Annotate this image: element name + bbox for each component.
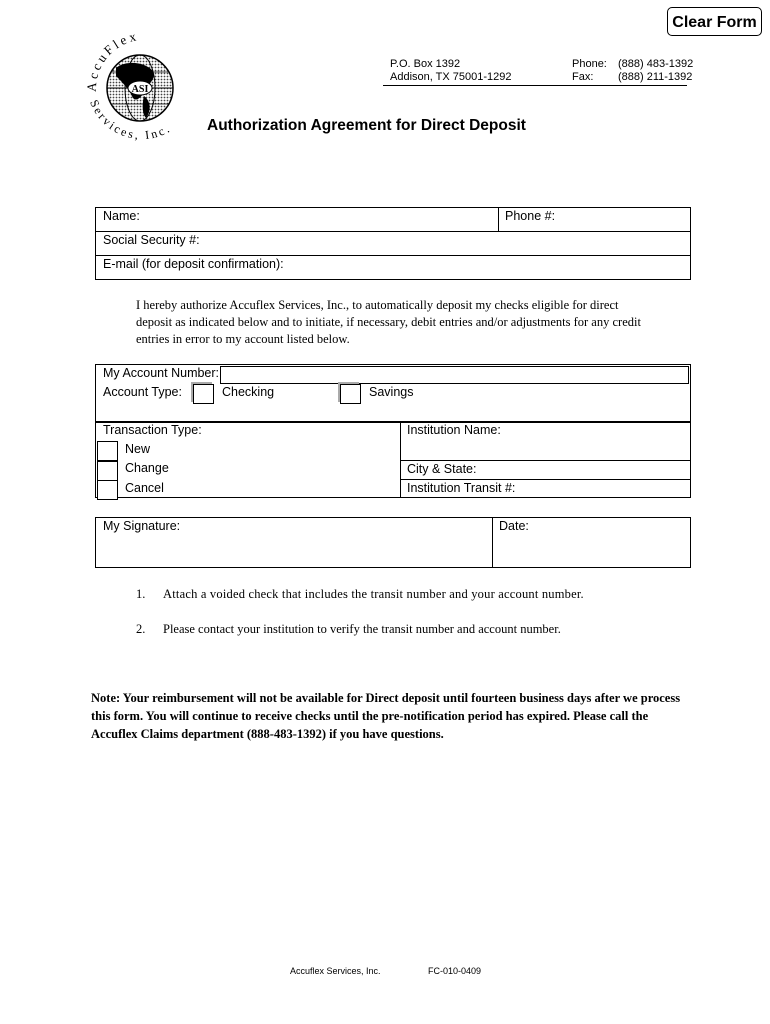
step-number: 2. (136, 622, 146, 636)
signature-label: My Signature: (103, 519, 181, 533)
fax-value: (888) 211-1392 (618, 71, 693, 83)
divider (492, 517, 493, 568)
ssn-input[interactable] (205, 233, 687, 252)
name-input[interactable] (140, 209, 495, 228)
divider (400, 460, 691, 461)
footer-form-code: FC-010-0409 (428, 966, 482, 976)
logo-arc-top: AccuFlex (83, 30, 141, 93)
account-number-input[interactable] (220, 366, 689, 384)
phone-number-label: Phone #: (505, 209, 556, 223)
date-input[interactable] (495, 536, 688, 565)
logo-center-text: ASI (131, 84, 149, 95)
cancel-label: Cancel (125, 481, 164, 495)
divider (95, 231, 691, 232)
name-label: Name: (103, 209, 140, 223)
account-type-label: Account Type: (103, 385, 182, 399)
clear-form-button[interactable]: Clear Form (667, 7, 762, 36)
institution-name-label: Institution Name: (407, 423, 501, 437)
step-text: Attach a voided check that includes the transit number and your account number. (163, 587, 584, 601)
savings-checkbox[interactable] (340, 384, 361, 404)
transaction-type-label: Transaction Type: (103, 423, 202, 437)
divider (498, 207, 499, 231)
institution-name-input[interactable] (404, 440, 688, 458)
logo-arc-bottom: Services, Inc. (87, 97, 174, 143)
checking-label: Checking (222, 385, 275, 399)
globe-logo-icon (82, 30, 202, 155)
checking-checkbox[interactable] (193, 384, 214, 404)
footer-company: Accuflex Services, Inc. (290, 966, 381, 976)
divider (400, 479, 691, 480)
page-title: Authorization Agreement for Direct Deposit (207, 117, 526, 134)
institution-transit-input[interactable] (530, 481, 688, 496)
change-checkbox[interactable] (97, 461, 118, 481)
institution-transit-label: Institution Transit #: (407, 481, 516, 495)
address-line-2: Addison, TX 75001-1292 (390, 71, 512, 83)
header-rule (383, 85, 687, 86)
new-checkbox[interactable] (97, 441, 118, 461)
account-number-label: My Account Number: (103, 366, 220, 380)
email-label: E-mail (for deposit confirmation): (103, 257, 284, 271)
change-label: Change (125, 461, 169, 475)
authorization-text: I hereby authorize Accuflex Services, Inc., to automatically deposit my checks eligible for direct deposit as indicated below and to initiate, if necessary, debit entries and/or adjustments for any credit entries in error to my account listed below. (136, 298, 641, 346)
savings-label: Savings (369, 385, 414, 399)
divider (95, 255, 691, 256)
fax-label: Fax: (572, 71, 594, 83)
date-label: Date: (499, 519, 529, 533)
new-label: New (125, 442, 151, 456)
company-logo (82, 30, 202, 155)
signature-input[interactable] (98, 536, 489, 565)
ssn-label: Social Security #: (103, 233, 200, 247)
step-number: 1. (136, 587, 146, 601)
phone-label: Phone: (572, 58, 607, 70)
step-text: Please contact your institution to verify the transit number and account number. (163, 622, 561, 636)
reimbursement-note: Note: Your reimbursement will not be available for Direct deposit until fourteen business days after we process this form. You will continue to receive checks until the pre-notification period has expired. Please call the Accuflex Claims department (888-483-1392) if you have questions. (91, 691, 681, 741)
cancel-checkbox[interactable] (97, 480, 118, 500)
email-input[interactable] (290, 257, 687, 276)
phone-value: (888) 483-1392 (618, 58, 694, 70)
city-state-label: City & State: (407, 462, 477, 476)
phone-input[interactable] (560, 209, 688, 228)
city-state-input[interactable] (485, 462, 688, 477)
address-line-1: P.O. Box 1392 (390, 58, 461, 70)
